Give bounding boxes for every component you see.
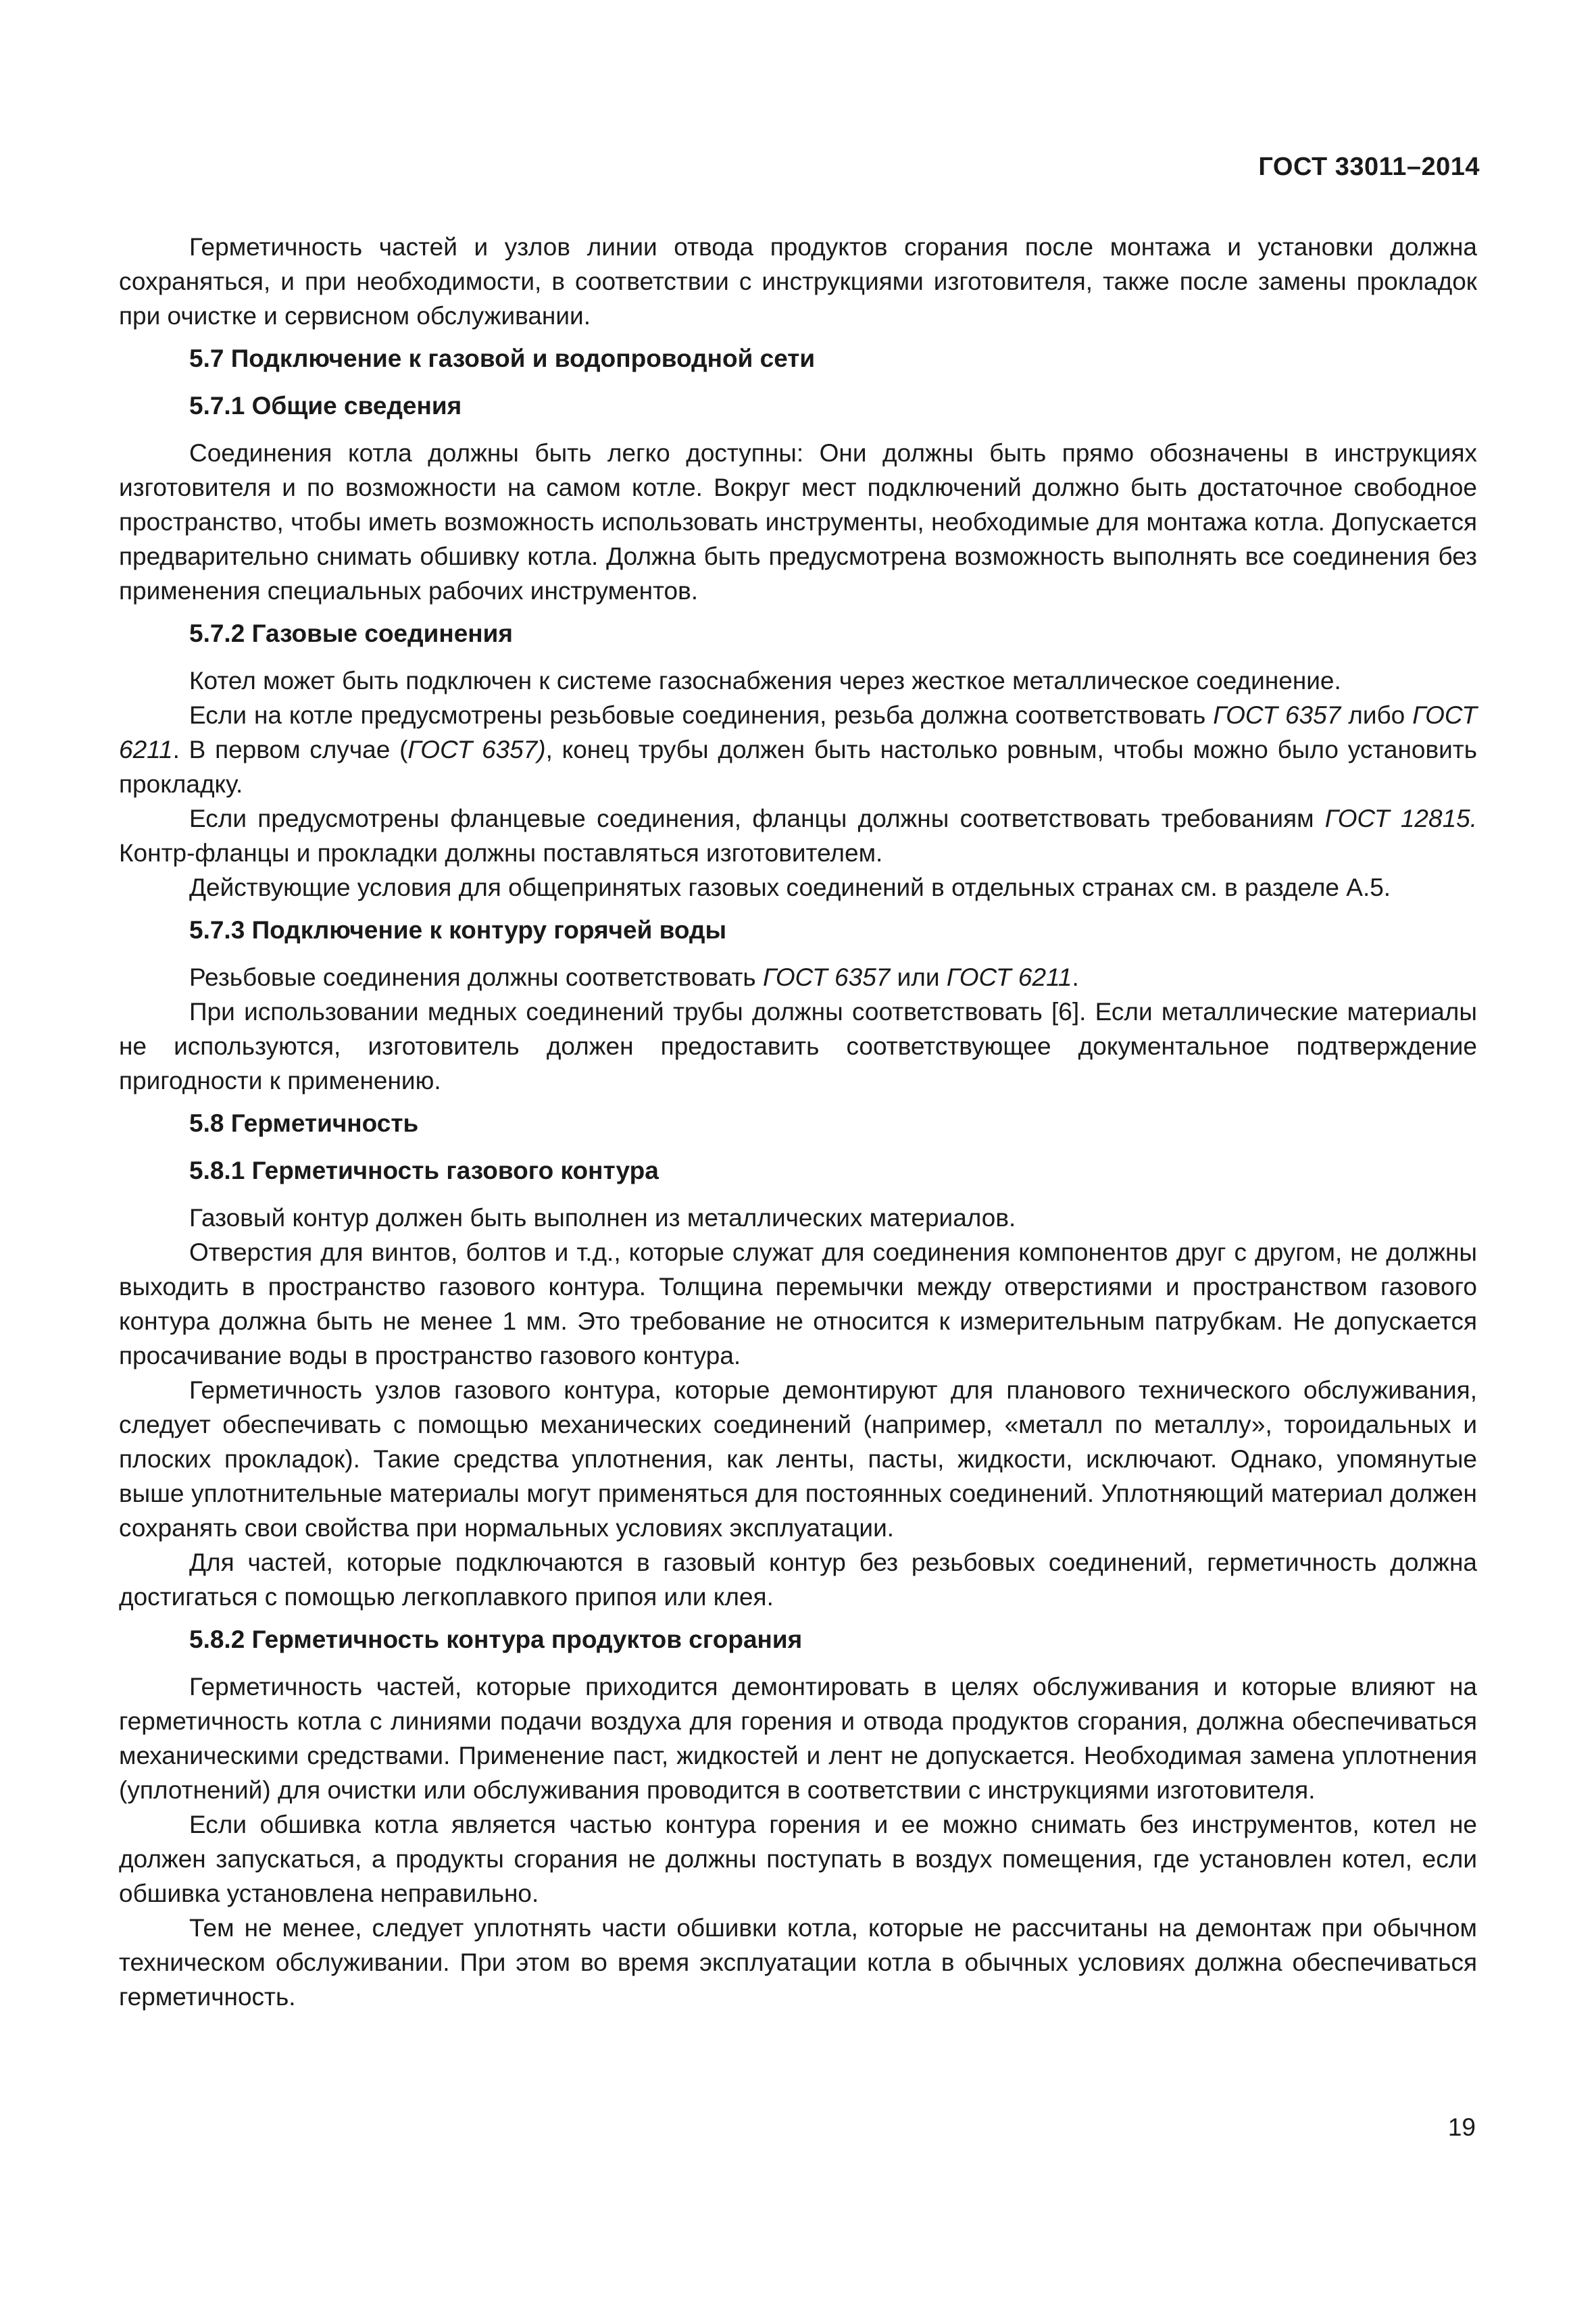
- paragraph: [119, 960, 1477, 995]
- document-body: [119, 230, 1477, 2014]
- paragraph: [119, 436, 1477, 608]
- standard-reference: ГОСТ 12815.: [1324, 805, 1478, 832]
- paragraph: [119, 1545, 1477, 1614]
- paragraph: [119, 870, 1477, 905]
- paragraph: [119, 1807, 1477, 1911]
- text-run: Если на котле предусмотрены резьбовые соединения, резьба должна соответствовать: [189, 701, 1214, 729]
- paragraph: [119, 1373, 1477, 1545]
- standard-reference: ГОСТ 6211: [946, 963, 1072, 991]
- page-number: 19: [1447, 2113, 1476, 2141]
- section-heading: 5.7 Подключение к газовой и водопроводной сети: [189, 345, 816, 372]
- text-run: Котел может быть подключен к системе газоснабжения через жесткое металлическое соединение.: [189, 667, 1341, 695]
- text-run: Соединения котла должны быть легко доступны: Они должны быть прямо обозначены в инструкциях изготовителя и по возможности на самом котле. Вокруг мест подключений должно быть достаточное свободное пространство, чтобы иметь возможность использовать инструменты, необходимые для монтажа котла. Допускается предварительно снимать обшивку котла. Должна быть предусмотрена возможность выполнять все соединения без применения специальных рабочих инструментов.: [119, 439, 1477, 605]
- text-run: При использовании медных соединений трубы должны соответствовать [6]. Если металлические материалы не используются, изготовитель должен предоставить соответствующее документальное подтверждение пригодности к применению.: [119, 998, 1477, 1095]
- text-run: Для частей, которые подключаются в газовый контур без резьбовых соединений, герметичность должна достигаться с помощью легкоплавкого припоя или клея.: [119, 1549, 1477, 1611]
- paragraph: [119, 230, 1477, 333]
- paragraph: [119, 663, 1477, 698]
- text-run: или: [890, 963, 947, 991]
- text-run: Контр-фланцы и прокладки должны поставляться изготовителем.: [119, 839, 883, 867]
- text-run: либо: [1341, 701, 1413, 729]
- paragraph: [119, 1911, 1477, 2014]
- section-heading: 5.7.1 Общие сведения: [189, 392, 462, 420]
- paragraph: [119, 1201, 1477, 1235]
- paragraph: [119, 801, 1477, 870]
- paragraph: [119, 698, 1477, 801]
- text-run: , конец трубы должен быть настолько ровным, чтобы можно было установить прокладку.: [119, 736, 1477, 798]
- standard-reference: ГОСТ 6211: [119, 701, 1477, 763]
- text-run: Отверстия для винтов, болтов и т.д., которые служат для соединения компонентов друг с другом, не должны выходить в пространство газового контура. Толщина перемычки между отверстиями и пространством газового контура должна быть не менее 1 мм. Это требование не относится к измерительным патрубкам. Не допускается просачивание воды в пространство газового контура.: [119, 1238, 1477, 1369]
- text-run: Герметичность частей, которые приходится демонтировать в целях обслуживания и которые влияют на герметичность котла с линиями подачи воздуха для горения и отвода продуктов сгорания, должна обеспечиваться механическими средствами. Применение паст, жидкостей и лент не допускается. Необходимая замена уплотнения (уплотнений) для очистки или обслуживания проводится в соответствии с инструкциями изготовителя.: [119, 1673, 1477, 1804]
- text-run: Газовый контур должен быть выполнен из металлических материалов.: [189, 1204, 1016, 1232]
- text-run: Действующие условия для общепринятых газовых соединений в отдельных странах см. в разделе А.5.: [189, 874, 1391, 901]
- text-run: .: [1072, 963, 1079, 991]
- section-heading: 5.8.2 Герметичность контура продуктов сгорания: [189, 1626, 803, 1653]
- text-run: Тем не менее, следует уплотнять части обшивки котла, которые не рассчитаны на демонтаж при обычном техническом обслуживании. При этом во время эксплуатации котла в обычных условиях должна обеспечиваться герметичность.: [119, 1914, 1477, 2011]
- text-run: Герметичность узлов газового контура, которые демонтируют для планового технического обслуживания, следует обеспечивать с помощью механических соединений (например, «металл по металлу», тороидальных и плоских прокладок). Такие средства уплотнения, как ленты, пасты, жидкости, исключают. Однако, упомянутые выше уплотнительные материалы могут применяться для постоянных соединений. Уплотняющий материал должен сохранять свои свойства при нормальных условиях эксплуатации.: [119, 1376, 1477, 1542]
- paragraph: [119, 995, 1477, 1098]
- standard-reference: ГОСТ 6357: [762, 963, 891, 991]
- text-run: Если обшивка котла является частью контура горения и ее можно снимать без инструментов, котел не должен запускаться, а продукты сгорания не должны поступать в воздух помещения, где установлен котел, если обшивка установлена неправильно.: [119, 1811, 1477, 1907]
- text-run: . В первом случае (: [172, 736, 408, 763]
- text-run: Если предусмотрены фланцевые соединения, фланцы должны соответствовать требованиям: [189, 805, 1325, 832]
- section-heading: 5.7.3 Подключение к контуру горячей воды: [189, 916, 727, 944]
- text-run: Резьбовые соединения должны соответствовать: [189, 963, 763, 991]
- paragraph: [119, 1235, 1477, 1373]
- document-header-id: ГОСТ 33011–2014: [1258, 153, 1480, 181]
- paragraph: [119, 1669, 1477, 1807]
- section-heading: 5.8.1 Герметичность газового контура: [189, 1157, 659, 1184]
- standard-reference: ГОСТ 6357): [407, 736, 546, 763]
- text-run: Герметичность частей и узлов линии отвода продуктов сгорания после монтажа и установки должна сохраняться, и при необходимости, в соответствии с инструкциями изготовителя, также после замены прокладок при очистке и сервисном обслуживании.: [119, 233, 1477, 330]
- section-heading: 5.7.2 Газовые соединения: [189, 620, 513, 647]
- standard-reference: ГОСТ 6357: [1213, 701, 1341, 729]
- section-heading: 5.8 Герметичность: [189, 1109, 419, 1137]
